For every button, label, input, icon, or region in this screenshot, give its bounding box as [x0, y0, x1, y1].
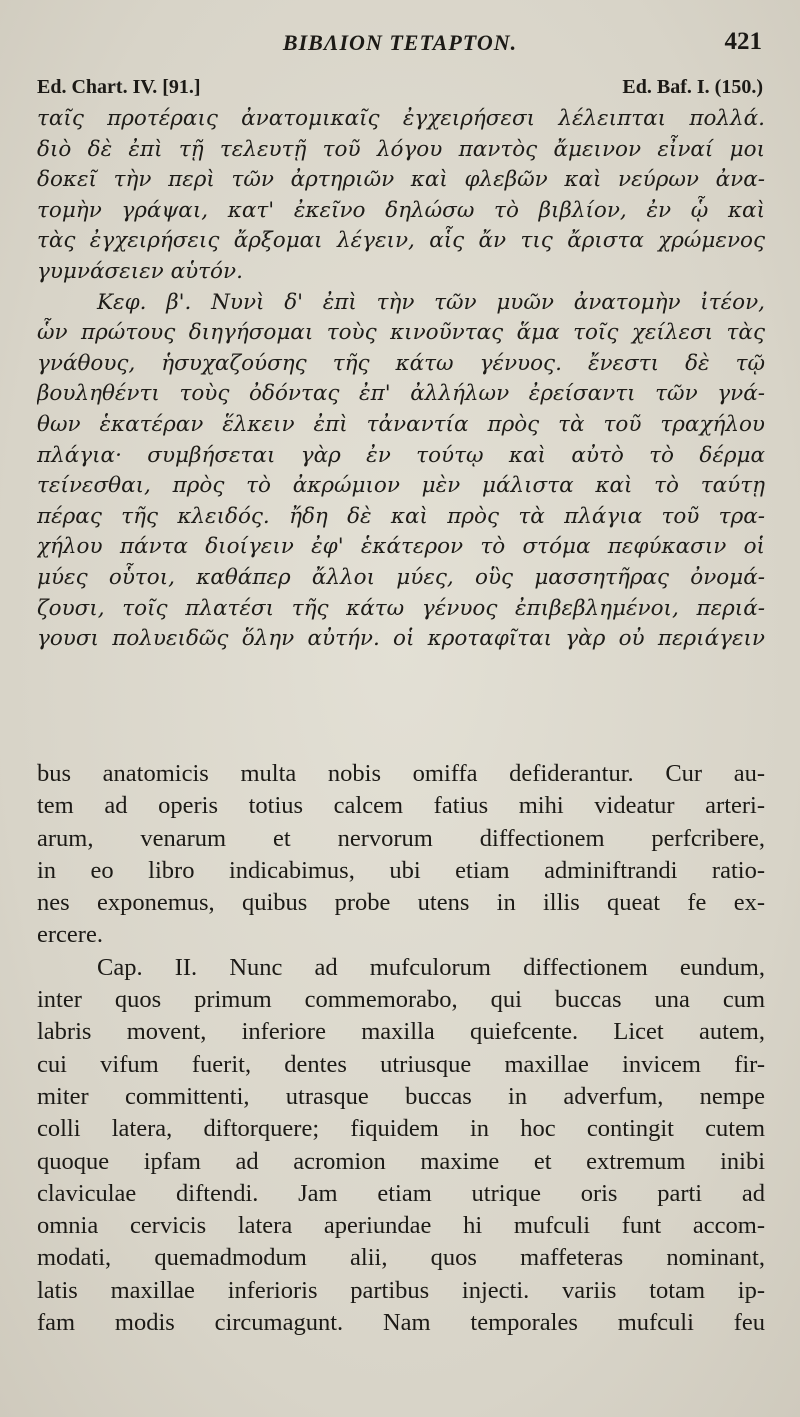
latin-line: omnia cervicis latera aperiundae hi mufculi funt accom-	[37, 1212, 765, 1240]
running-head	[0, 26, 800, 62]
greek-line: διὸ δὲ ἐπὶ τῇ τελευτῇ τοῦ λόγου παντὸς ἄμεινον εἶναί μοι	[37, 136, 765, 162]
latin-line: latis maxillae inferioris partibus injecti. variis totam ip-	[37, 1276, 765, 1304]
latin-line: ercere.	[37, 921, 103, 949]
latin-line: arum, venarum et nervorum diffectionem perfcribere,	[37, 824, 765, 852]
edition-reference-right: Ed. Baf. I. (150.)	[622, 76, 763, 98]
greek-line: γνάθους, ἡσυχαζούσης τῆς κάτω γένυος. ἔνεστι δὲ τῷ	[37, 350, 765, 376]
greek-line: μύες οὗτοι, καθάπερ ἄλλοι μύες, οὓς μασσητῆρας ὀνομά-	[37, 564, 765, 590]
greek-line: ὧν πρώτους διηγήσομαι τοὺς κινοῦντας ἅμα τοῖς χείλεσι τὰς	[37, 320, 765, 346]
latin-line: nes exponemus, quibus probe utens in illis queat fe ex-	[37, 889, 765, 917]
greek-line: τείνεσθαι, πρὸς τὸ ἀκρώμιον μὲν μάλιστα καὶ τὸ ταύτῃ	[37, 473, 765, 499]
greek-line: πλάγια· συμβήσεται γὰρ ἐν τούτῳ καὶ αὐτὸ τὸ δέρμα	[37, 442, 765, 468]
latin-text-block	[37, 758, 765, 1339]
latin-line: bus anatomicis multa nobis omiffa defiderantur. Cur au-	[37, 760, 765, 787]
greek-line: ζουσι, τοῖς πλατέσι τῆς κάτω γένυος ἐπιβεβλημένοι, περιά-	[37, 595, 765, 621]
latin-line: tem ad operis totius calcem fatius mihi videatur arteri-	[37, 792, 765, 820]
book-title: BIBΛION TETAPTON.	[282, 30, 518, 55]
greek-line: γουσι πολυειδῶς ὅλην αὐτήν. οἱ κροταφῖται γὰρ οὐ περιάγειν	[37, 626, 765, 652]
latin-line: cui vifum fuerit, dentes utriusque maxillae invicem fir-	[37, 1050, 765, 1078]
latin-line: fam modis circumagunt. Nam temporales mufculi feu	[37, 1309, 765, 1337]
latin-line: colli latera, diftorquere; fiquidem in hoc contingit cutem	[37, 1115, 765, 1143]
greek-line: τὰς ἐγχειρήσεις ἄρξομαι λέγειν, αἷς ἄν τις ἄριστα χρώμενος	[37, 228, 765, 254]
edition-reference-left: Ed. Chart. IV. [91.]	[37, 76, 201, 98]
greek-line: δοκεῖ τὴν περὶ τῶν ἀρτηριῶν καὶ φλεβῶν καὶ νεύρων ἀνα-	[37, 167, 765, 193]
greek-line: τομὴν γράψαι, κατ' ἐκεῖνο δηλώσω τὸ βιβλίον, ἐν ᾧ καὶ	[37, 197, 765, 223]
greek-line: πέρας τῆς κλειδός. ἤδη δὲ καὶ πρὸς τὰ πλάγια τοῦ τρα-	[37, 503, 765, 529]
latin-line: modati, quemadmodum alii, quos maffeteras nominant,	[37, 1244, 765, 1272]
greek-line: χήλου πάντα διοίγειν ἐφ' ἑκάτερον τὸ στόμα πεφύκασιν οἱ	[37, 534, 765, 560]
latin-line: miter committenti, utrasque buccas in adverfum, nempe	[37, 1082, 765, 1110]
greek-line: ταῖς προτέραις ἀνατομικαῖς ἐγχειρήσεσι λέλειπται πολλά.	[37, 106, 765, 131]
latin-line: labris movent, inferiore maxilla quiefcente. Licet autem,	[37, 1018, 765, 1046]
greek-chapter-heading-line: Κεφ. β'. Νυνὶ δ' ἐπὶ τὴν τῶν μυῶν ἀνατομὴν ἰτέον,	[97, 289, 765, 315]
latin-line: inter quos primum commemorabo, qui buccas una cum	[37, 986, 765, 1014]
greek-line: θων ἑκατέραν ἕλκειν ἐπὶ τἀναντία πρὸς τὰ τοῦ τραχήλου	[37, 411, 765, 437]
greek-line: γυμνάσειεν αὑτόν.	[37, 258, 243, 284]
greek-text-block	[37, 104, 765, 655]
latin-line: claviculae diftendi. Jam etiam utrique oris parti ad	[37, 1179, 765, 1207]
greek-line: βουληθέντι τοὺς ὀδόντας ἐπ' ἀλλήλων ἐρείσαντι τῶν γνά-	[37, 381, 765, 407]
latin-chapter-heading-line: Cap. II. Nunc ad mufculorum diffectionem eundum,	[97, 953, 765, 981]
latin-line: quoque ipfam ad acromion maxime et extremum inibi	[37, 1147, 765, 1175]
latin-line: in eo libro indicabimus, ubi etiam adminiftrandi ratio-	[37, 856, 765, 884]
page-number: 421	[724, 28, 762, 55]
